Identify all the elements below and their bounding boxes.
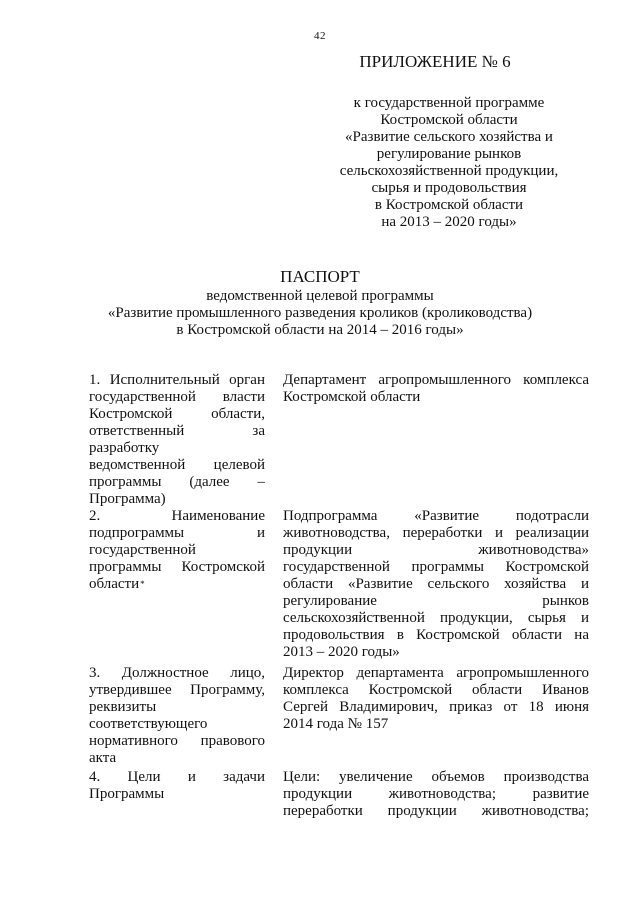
value-line: государственной программы Костромской <box>283 559 589 575</box>
row-value <box>283 508 589 661</box>
table-row <box>89 372 589 508</box>
label-line: 1. Исполнительный орган <box>89 372 265 388</box>
label-line-text: области <box>89 576 140 592</box>
label-line: разработку <box>89 440 160 456</box>
label-line: государственной <box>89 542 196 558</box>
label-line: 2. Наименование <box>89 508 265 524</box>
appendix-ref-line: к государственной программе <box>353 95 545 111</box>
value-line: 2013 – 2020 годы» <box>283 644 400 660</box>
appendix-ref-line: на 2013 – 2020 годы» <box>381 214 517 230</box>
appendix-reference <box>318 95 580 231</box>
table-row <box>89 508 589 665</box>
label-line: программы Костромской <box>89 559 265 575</box>
value-line: комплекса Костромской области Иванов <box>283 682 589 698</box>
value-line: Костромской области <box>283 389 421 405</box>
label-line: соответствующего <box>89 716 208 732</box>
row-value <box>283 665 589 733</box>
row-value <box>283 372 589 406</box>
table-row <box>89 665 589 769</box>
appendix-ref-line: сельскохозяйственной продукции, <box>339 163 559 179</box>
passport-header <box>60 267 580 339</box>
appendix-ref-line: Костромской области <box>380 112 518 128</box>
label-line: ответственный за <box>89 423 265 439</box>
label-line: Костромской области, <box>89 406 265 422</box>
passport-title: ПАСПОРТ <box>280 267 360 286</box>
row-value <box>283 769 589 820</box>
label-line <box>89 576 265 593</box>
label-line: ведомственной целевой <box>89 457 265 473</box>
appendix-ref-line: регулирование рынков <box>376 146 522 162</box>
row-label <box>89 508 265 593</box>
label-line: программы (далее – <box>89 474 265 490</box>
appendix-ref-line: в Костромской области <box>374 197 524 213</box>
passport-subtitle-line: «Развитие промышленного разведения кроликов (кролиководства) <box>107 305 533 321</box>
label-line: реквизиты <box>89 699 157 715</box>
value-line: продукции животноводства» <box>283 542 589 558</box>
row-label <box>89 665 265 767</box>
value-line: продовольствия в Костромской области на <box>283 627 589 643</box>
label-line: подпрограммы и <box>89 525 265 541</box>
label-line: нормативного правового <box>89 733 265 749</box>
value-line: регулирование рынков <box>283 593 589 609</box>
value-line: Цели: увеличение объемов производства <box>283 769 589 785</box>
value-line: продукции животноводства; развитие <box>283 786 589 802</box>
passport-subtitle-line: в Костромской области на 2014 – 2016 годы» <box>176 322 464 338</box>
appendix-ref-line: сырья и продовольствия <box>371 180 527 196</box>
label-line: 3. Должностное лицо, <box>89 665 265 681</box>
label-line: акта <box>89 750 117 766</box>
passport-table <box>89 372 589 829</box>
appendix-title: ПРИЛОЖЕНИЕ № 6 <box>359 52 511 71</box>
value-line: переработки продукции животноводства; <box>283 803 589 819</box>
footnote-mark: * <box>140 579 145 589</box>
value-line: Директор департамента агропромышленного <box>283 665 589 681</box>
appendix-ref-line: «Развитие сельского хозяйства и <box>345 129 553 145</box>
passport-subtitle-line: ведомственной целевой программы <box>206 288 434 304</box>
value-line: Подпрограмма «Развитие подотрасли <box>283 508 589 524</box>
value-line: Департамент агропромышленного комплекса <box>283 372 589 388</box>
label-line: Программа) <box>89 491 166 507</box>
row-label <box>89 769 265 803</box>
value-line: области «Развитие сельского хозяйства и <box>283 576 589 592</box>
label-line: государственной власти <box>89 389 265 405</box>
value-line: 2014 года № 157 <box>283 716 389 732</box>
label-line: утвердившее Программу, <box>89 682 265 698</box>
row-label <box>89 372 265 508</box>
value-line: Сергей Владимирович, приказ от 18 июня <box>283 699 589 715</box>
label-line: Программы <box>89 786 165 802</box>
label-line: 4. Цели и задачи <box>89 769 265 785</box>
value-line: животноводства, переработки и реализации <box>283 525 589 541</box>
value-line: сельскохозяйственной продукции, сырья и <box>283 610 589 626</box>
page-number: 42 <box>314 30 326 42</box>
table-row <box>89 769 589 829</box>
